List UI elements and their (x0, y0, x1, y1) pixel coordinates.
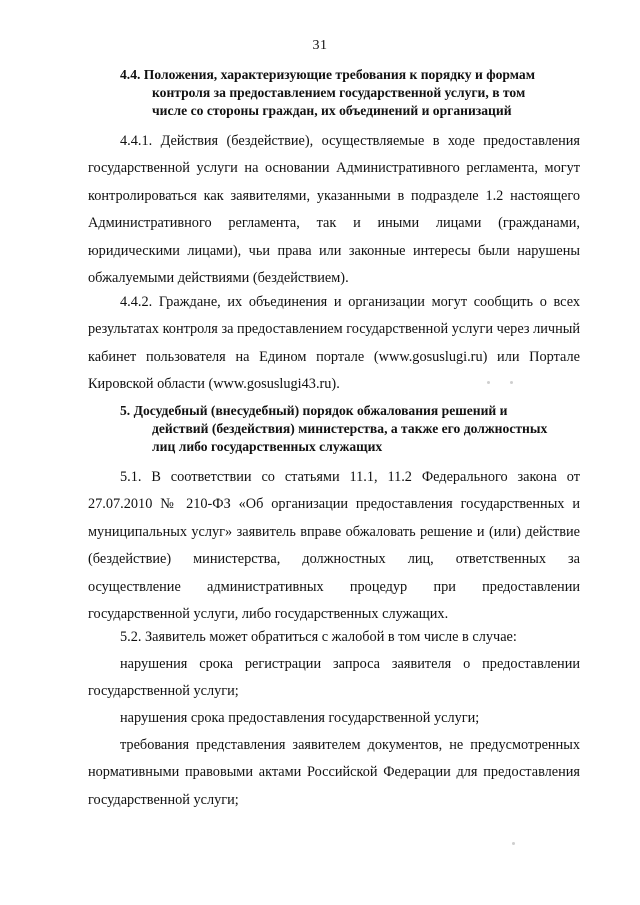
list-item: нарушения срока регистрации запроса заявителя о предоставлении государственной услуги; (88, 656, 580, 700)
paragraph-5-2: 5.2. Заявитель может обратиться с жалобой в том числе в случае: (120, 629, 517, 645)
heading-line: действий (бездействия) министерства, а также его должностных (152, 421, 548, 436)
heading-line: числе со стороны граждан, их объединений и организаций (152, 103, 512, 118)
section-4-4-heading (120, 66, 580, 120)
scan-speck (510, 381, 513, 384)
paragraph-4-4-2: 4.4.2. Граждане, их объединения и организации могут сообщить о всех результатах контроля за предоставлением государственной услуги через личный кабинет пользователя на Едином портале (www.gosuslugi.ru) или Портале Кировской области (www.gosuslugi43.ru). (88, 294, 580, 393)
list-item: нарушения срока предоставления государственной услуги; (120, 710, 480, 726)
heading-line: лиц либо государственных служащих (152, 439, 383, 454)
scan-speck (512, 842, 515, 845)
list-item: требования представления заявителем документов, не предусмотренных нормативными правовыми актами Российской Федерации для предоставления государственной услуги; (88, 737, 580, 808)
scan-speck (487, 381, 490, 384)
section-5-heading (120, 402, 580, 456)
heading-line: 4.4. Положения, характеризующие требования к порядку и формам (120, 67, 535, 82)
page-number: 31 (312, 38, 328, 53)
heading-line: 5. Досудебный (внесудебный) порядок обжалования решений и (120, 403, 508, 418)
paragraph-4-4-1: 4.4.1. Действия (бездействие), осуществляемые в ходе предоставления государственной услуги на основании Административного регламента, могут контролироваться как заявителями, указанными в подразделе 1.2 настоящего Административного регламента, так и иными лицами (гражданами, юридическими лицами), чьи права или законные интересы были нарушены обжалуемыми действиями (бездействием). (88, 133, 580, 287)
heading-line: контроля за предоставлением государственной услуги, в том (152, 85, 526, 100)
paragraph-5-1: 5.1. В соответствии со статьями 11.1, 11.2 Федерального закона от 27.07.2010 № 210-ФЗ «Об организации предоставления государственных и муниципальных услуг» заявитель вправе обжаловать решение и (или) действие (бездействие) министерства, должностных лиц, ответственных за осуществление административных процедур при предоставлении государственной услуги, либо государственных служащих. (88, 469, 580, 623)
